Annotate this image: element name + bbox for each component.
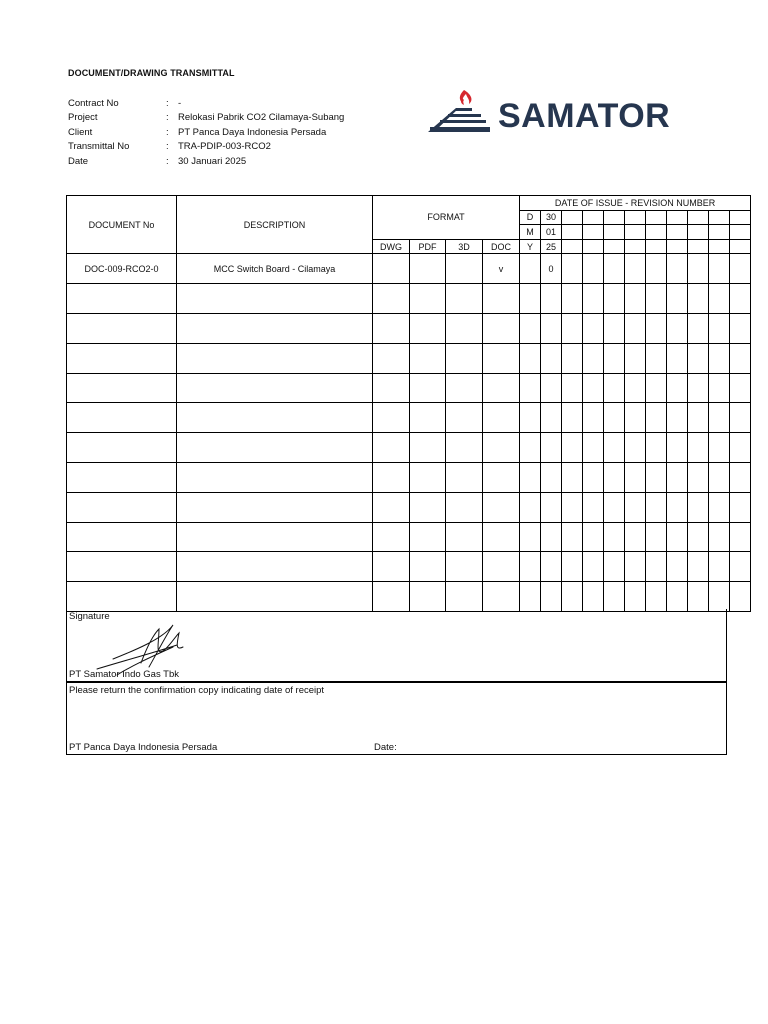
empty-cell	[583, 284, 604, 314]
empty-cell	[730, 284, 751, 314]
empty-cell	[667, 582, 688, 612]
empty-cell	[730, 343, 751, 373]
empty-cell	[730, 403, 751, 433]
empty-cell	[625, 239, 646, 254]
empty-cell	[583, 403, 604, 433]
empty-cell	[562, 433, 583, 463]
dwg-cell	[373, 373, 410, 403]
table-row	[67, 582, 751, 612]
revision-spacer-cell	[520, 552, 541, 582]
format-3d-header: 3D	[446, 239, 483, 254]
empty-cell	[625, 313, 646, 343]
field-label: Date	[68, 155, 89, 167]
field-colon: :	[166, 98, 169, 109]
format-pdf-header: PDF	[410, 239, 446, 254]
doc-cell	[483, 552, 520, 582]
doc-cell	[483, 343, 520, 373]
dwg-cell	[373, 582, 410, 612]
3d-cell	[446, 284, 483, 314]
empty-cell	[646, 254, 667, 284]
description-cell	[177, 343, 373, 373]
empty-cell	[730, 313, 751, 343]
description-header: DESCRIPTION	[177, 196, 373, 254]
empty-cell	[709, 313, 730, 343]
signature-company: PT Samator Indo Gas Tbk	[69, 669, 180, 680]
document-no-header: DOCUMENT No	[67, 196, 177, 254]
empty-cell	[709, 239, 730, 254]
empty-cell	[625, 210, 646, 225]
description-cell	[177, 403, 373, 433]
empty-cell	[562, 313, 583, 343]
empty-cell	[583, 313, 604, 343]
doc-cell	[483, 492, 520, 522]
format-dwg-header: DWG	[373, 239, 410, 254]
dwg-cell	[373, 552, 410, 582]
receipt-date-label: Date:	[374, 742, 397, 753]
signature-box	[66, 609, 727, 682]
empty-cell	[688, 284, 709, 314]
document-no-cell	[67, 433, 177, 463]
empty-cell	[625, 582, 646, 612]
pdf-cell	[410, 254, 446, 284]
field-colon: :	[166, 141, 169, 153]
table-row	[67, 462, 751, 492]
document-no-cell	[67, 492, 177, 522]
empty-cell	[730, 239, 751, 254]
revision-cell	[541, 552, 562, 582]
dwg-cell	[373, 492, 410, 522]
empty-cell	[667, 239, 688, 254]
empty-cell	[646, 210, 667, 225]
samator-emblem-icon	[426, 86, 496, 138]
pdf-cell	[410, 343, 446, 373]
empty-cell	[604, 284, 625, 314]
empty-cell	[625, 403, 646, 433]
date-value: 30 Januari 2025	[178, 155, 247, 167]
empty-cell	[709, 433, 730, 463]
empty-cell	[625, 284, 646, 314]
table-row	[67, 403, 751, 433]
empty-cell	[604, 552, 625, 582]
empty-cell	[667, 313, 688, 343]
document-no-cell	[67, 522, 177, 552]
empty-cell	[604, 492, 625, 522]
description-cell	[177, 433, 373, 463]
empty-cell	[625, 433, 646, 463]
empty-cell	[709, 522, 730, 552]
month-label: M	[520, 225, 541, 240]
empty-cell	[667, 433, 688, 463]
field-colon: :	[166, 155, 169, 167]
revision-spacer-cell	[520, 582, 541, 612]
table-row	[67, 284, 751, 314]
revision-spacer-cell	[520, 284, 541, 314]
doc-cell	[483, 433, 520, 463]
empty-cell	[604, 373, 625, 403]
empty-cell	[646, 522, 667, 552]
empty-cell	[667, 552, 688, 582]
field-colon: :	[166, 126, 169, 138]
empty-cell	[709, 582, 730, 612]
revision-cell	[541, 313, 562, 343]
description-cell	[177, 522, 373, 552]
empty-cell	[667, 343, 688, 373]
empty-cell	[583, 210, 604, 225]
format-doc-header: DOC	[483, 239, 520, 254]
project-value: Relokasi Pabrik CO2 Cilamaya-Subang	[178, 112, 345, 124]
empty-cell	[562, 343, 583, 373]
document-no-cell	[67, 313, 177, 343]
description-cell	[177, 492, 373, 522]
empty-cell	[709, 254, 730, 284]
doc-cell	[483, 582, 520, 612]
empty-cell	[730, 225, 751, 240]
3d-cell	[446, 492, 483, 522]
empty-cell	[688, 462, 709, 492]
revision-cell	[541, 492, 562, 522]
document-no-cell	[67, 552, 177, 582]
doc-cell	[483, 403, 520, 433]
empty-cell	[646, 313, 667, 343]
empty-cell	[625, 462, 646, 492]
field-label: Client	[68, 126, 93, 138]
revision-cell	[541, 343, 562, 373]
dwg-cell	[373, 254, 410, 284]
pdf-cell	[410, 492, 446, 522]
empty-cell	[730, 582, 751, 612]
dwg-cell	[373, 313, 410, 343]
empty-cell	[688, 343, 709, 373]
transmittal-no-row	[68, 140, 344, 154]
description-cell: MCC Switch Board - Cilamaya	[177, 254, 373, 284]
empty-cell	[730, 210, 751, 225]
empty-cell	[562, 552, 583, 582]
empty-cell	[730, 254, 751, 284]
revision-cell	[541, 433, 562, 463]
empty-cell	[667, 522, 688, 552]
empty-cell	[646, 582, 667, 612]
empty-cell	[604, 343, 625, 373]
3d-cell	[446, 343, 483, 373]
empty-cell	[625, 492, 646, 522]
revision-spacer-cell	[520, 462, 541, 492]
day-value: 30	[541, 210, 562, 225]
3d-cell	[446, 462, 483, 492]
empty-cell	[625, 552, 646, 582]
empty-cell	[646, 284, 667, 314]
document-no-cell	[67, 582, 177, 612]
3d-cell	[446, 403, 483, 433]
empty-cell	[604, 403, 625, 433]
table-row	[67, 313, 751, 343]
revision-spacer-cell	[520, 343, 541, 373]
empty-cell	[667, 225, 688, 240]
format-header: FORMAT	[373, 196, 520, 240]
doc-cell	[483, 313, 520, 343]
empty-cell	[730, 552, 751, 582]
description-cell	[177, 313, 373, 343]
empty-cell	[667, 254, 688, 284]
empty-cell	[688, 522, 709, 552]
revision-cell	[541, 403, 562, 433]
empty-cell	[646, 343, 667, 373]
empty-cell	[646, 492, 667, 522]
table-row	[67, 254, 751, 284]
empty-cell	[583, 522, 604, 552]
empty-cell	[625, 373, 646, 403]
description-cell	[177, 373, 373, 403]
empty-cell	[730, 462, 751, 492]
empty-cell	[667, 373, 688, 403]
empty-cell	[709, 462, 730, 492]
empty-cell	[562, 522, 583, 552]
empty-cell	[583, 239, 604, 254]
pdf-cell	[410, 462, 446, 492]
transmittal-no-value: TRA-PDIP-003-RCO2	[178, 141, 271, 153]
empty-cell	[562, 373, 583, 403]
table-row	[67, 552, 751, 582]
signature-label: Signature	[69, 611, 110, 622]
empty-cell	[646, 225, 667, 240]
field-label: Contract No	[68, 98, 119, 109]
revision-cell	[541, 462, 562, 492]
empty-cell	[709, 284, 730, 314]
pdf-cell	[410, 284, 446, 314]
dwg-cell	[373, 522, 410, 552]
description-cell	[177, 552, 373, 582]
3d-cell	[446, 254, 483, 284]
empty-cell	[583, 462, 604, 492]
revision-spacer-cell	[520, 313, 541, 343]
empty-cell	[709, 403, 730, 433]
table-row	[67, 492, 751, 522]
empty-cell	[604, 239, 625, 254]
empty-cell	[667, 210, 688, 225]
empty-cell	[583, 225, 604, 240]
empty-cell	[646, 433, 667, 463]
dwg-cell	[373, 284, 410, 314]
dwg-cell	[373, 433, 410, 463]
empty-cell	[730, 433, 751, 463]
project-row	[68, 111, 344, 125]
date-row	[68, 155, 344, 169]
empty-cell	[604, 254, 625, 284]
empty-cell	[667, 403, 688, 433]
logo-wordmark: SAMATOR	[498, 97, 671, 135]
empty-cell	[688, 210, 709, 225]
empty-cell	[604, 433, 625, 463]
revision-spacer-cell	[520, 373, 541, 403]
empty-cell	[688, 403, 709, 433]
empty-cell	[562, 284, 583, 314]
empty-cell	[646, 552, 667, 582]
revision-cell	[541, 373, 562, 403]
pdf-cell	[410, 313, 446, 343]
description-cell	[177, 462, 373, 492]
revision-cell	[541, 582, 562, 612]
empty-cell	[646, 403, 667, 433]
empty-cell	[625, 254, 646, 284]
empty-cell	[709, 210, 730, 225]
document-no-cell	[67, 373, 177, 403]
empty-cell	[709, 225, 730, 240]
empty-cell	[709, 552, 730, 582]
pdf-cell	[410, 582, 446, 612]
dwg-cell	[373, 343, 410, 373]
transmittal-table	[66, 195, 751, 612]
doc-cell	[483, 462, 520, 492]
samator-logo	[426, 86, 690, 138]
empty-cell	[730, 522, 751, 552]
empty-cell	[730, 492, 751, 522]
empty-cell	[709, 373, 730, 403]
doc-cell	[483, 373, 520, 403]
pdf-cell	[410, 373, 446, 403]
empty-cell	[625, 522, 646, 552]
table-row	[67, 433, 751, 463]
field-label: Transmittal No	[68, 141, 130, 153]
empty-cell	[646, 373, 667, 403]
empty-cell	[667, 462, 688, 492]
pdf-cell	[410, 403, 446, 433]
empty-cell	[583, 433, 604, 463]
empty-cell	[562, 239, 583, 254]
year-value: 25	[541, 239, 562, 254]
empty-cell	[667, 284, 688, 314]
empty-cell	[709, 492, 730, 522]
empty-cell	[562, 462, 583, 492]
3d-cell	[446, 433, 483, 463]
empty-cell	[583, 492, 604, 522]
revision-spacer-cell	[520, 522, 541, 552]
description-cell	[177, 582, 373, 612]
contract-no-value: -	[178, 98, 182, 109]
table-row	[67, 522, 751, 552]
3d-cell	[446, 373, 483, 403]
empty-cell	[562, 210, 583, 225]
empty-cell	[583, 343, 604, 373]
empty-cell	[562, 492, 583, 522]
revision-spacer-cell	[520, 254, 541, 284]
empty-cell	[688, 239, 709, 254]
date-of-issue-header: DATE OF ISSUE - REVISION NUMBER	[520, 196, 751, 211]
revision-cell	[541, 284, 562, 314]
empty-cell	[583, 254, 604, 284]
month-value: 01	[541, 225, 562, 240]
empty-cell	[604, 210, 625, 225]
empty-cell	[688, 313, 709, 343]
revision-spacer-cell	[520, 492, 541, 522]
empty-cell	[688, 225, 709, 240]
empty-cell	[688, 373, 709, 403]
description-cell	[177, 284, 373, 314]
dwg-cell	[373, 403, 410, 433]
3d-cell	[446, 313, 483, 343]
year-label: Y	[520, 239, 541, 254]
empty-cell	[646, 239, 667, 254]
pdf-cell	[410, 522, 446, 552]
revision-cell: 0	[541, 254, 562, 284]
empty-cell	[562, 403, 583, 433]
revision-spacer-cell	[520, 403, 541, 433]
header-row-1	[67, 196, 751, 211]
table-row	[67, 373, 751, 403]
3d-cell	[446, 522, 483, 552]
empty-cell	[709, 343, 730, 373]
empty-cell	[688, 254, 709, 284]
dwg-cell	[373, 462, 410, 492]
empty-cell	[562, 254, 583, 284]
receipt-note: Please return the confirmation copy indicating date of receipt	[69, 685, 325, 696]
doc-cell	[483, 284, 520, 314]
receipt-company: PT Panca Daya Indonesia Persada	[69, 742, 218, 753]
document-no-cell	[67, 403, 177, 433]
client-row	[68, 126, 344, 140]
empty-cell	[625, 343, 646, 373]
empty-cell	[583, 373, 604, 403]
pdf-cell	[410, 433, 446, 463]
empty-cell	[667, 492, 688, 522]
pdf-cell	[410, 552, 446, 582]
empty-cell	[604, 582, 625, 612]
doc-cell	[483, 522, 520, 552]
empty-cell	[688, 433, 709, 463]
document-no-cell: DOC-009-RCO2-0	[67, 254, 177, 284]
revision-cell	[541, 522, 562, 552]
doc-cell: v	[483, 254, 520, 284]
empty-cell	[562, 225, 583, 240]
client-value: PT Panca Daya Indonesia Persada	[178, 126, 327, 138]
empty-cell	[583, 552, 604, 582]
revision-spacer-cell	[520, 433, 541, 463]
header-info	[68, 97, 344, 169]
empty-cell	[604, 522, 625, 552]
empty-cell	[583, 582, 604, 612]
field-colon: :	[166, 112, 169, 124]
empty-cell	[604, 313, 625, 343]
document-no-cell	[67, 462, 177, 492]
document-no-cell	[67, 343, 177, 373]
day-label: D	[520, 210, 541, 225]
field-label: Project	[68, 112, 98, 124]
empty-cell	[688, 492, 709, 522]
empty-cell	[688, 582, 709, 612]
empty-cell	[730, 373, 751, 403]
empty-cell	[625, 225, 646, 240]
empty-cell	[604, 225, 625, 240]
empty-cell	[646, 462, 667, 492]
empty-cell	[562, 582, 583, 612]
empty-cell	[604, 462, 625, 492]
empty-cell	[688, 552, 709, 582]
document-title: DOCUMENT/DRAWING TRANSMITTAL	[68, 68, 235, 78]
receipt-box	[66, 682, 727, 755]
document-no-cell	[67, 284, 177, 314]
contract-no-row	[68, 97, 344, 111]
3d-cell	[446, 552, 483, 582]
table-row	[67, 343, 751, 373]
3d-cell	[446, 582, 483, 612]
